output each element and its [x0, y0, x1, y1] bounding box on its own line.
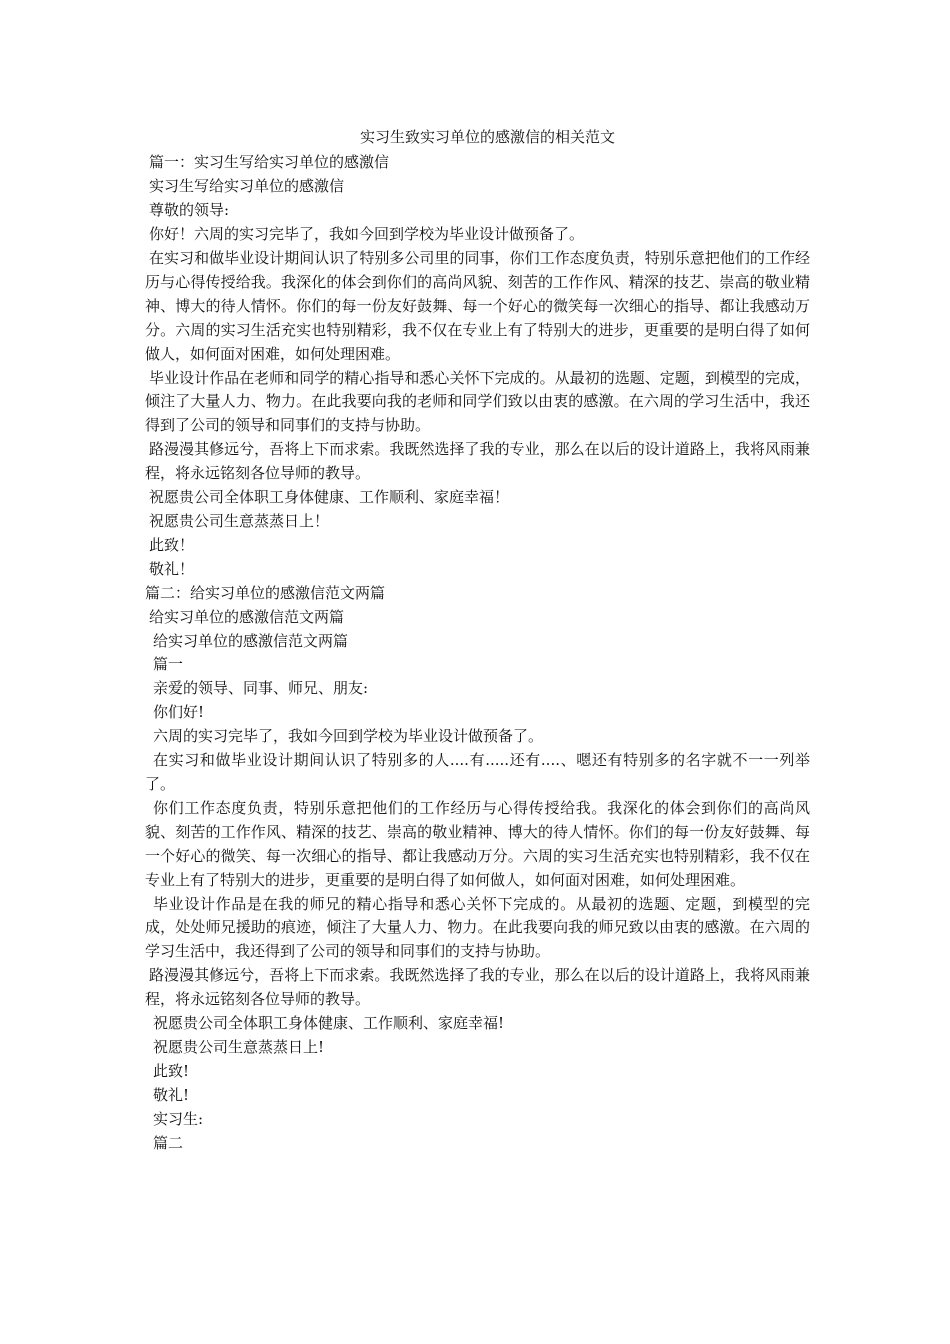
- paragraph: 你们工作态度负责，特别乐意把他们的工作经历与心得传授给我。我深化的体会到你们的高尚风貌、刻苦的工作作风、精深的技艺、崇高的敬业精神、博大的待人情怀。你们的每一份友好鼓舞、每一个好心的微笑、每一次细心的指导、都让我感动万分。六周的实习生活充实也特别精彩，我不仅在专业上有了特别大的进步，更重要的是明白得了如何做人，如何面对困难，如何处理困难。: [145, 798, 810, 889]
- paragraph: 敬礼!: [153, 1085, 190, 1104]
- document-body: [145, 126, 810, 1155]
- paragraph: 毕业设计作品在老师和同学的精心指导和悉心关怀下完成的。从最初的选题、定题，到模型的完成，倾注了大量人力、物力。在此我要向我的老师和同学们致以由衷的感激。在六周的学习生活中，我还得到了公司的领导和同事们的支持与协助。: [145, 368, 810, 435]
- paragraph: 亲爱的领导、同事、师兄、朋友:: [153, 679, 369, 698]
- paragraph: 祝愿贵公司全体职工身体健康、工作顺利、家庭幸福！: [149, 488, 510, 507]
- paragraph: 祝愿贵公司生意蒸蒸日上!: [153, 1037, 325, 1056]
- paragraph: 实习生写给实习单位的感激信: [149, 177, 345, 196]
- paragraph: 你好！六周的实习完毕了，我如今回到学校为毕业设计做预备了。: [149, 225, 585, 244]
- paragraph: 六周的实习完毕了，我如今回到学校为毕业设计做预备了。: [153, 727, 544, 746]
- paragraph: 敬礼！: [149, 559, 195, 578]
- paragraph: 尊敬的领导:: [149, 201, 230, 220]
- paragraph: 在实习和做毕业设计期间认识了特别多的人....有.....还有....、嗯还有特别多的名字就不一一列举了。: [145, 751, 810, 793]
- paragraph: 此致!: [153, 1061, 190, 1080]
- paragraph: 路漫漫其修远兮，吾将上下而求索。我既然选择了我的专业，那么在以后的设计道路上，我将风雨兼程，将永远铭刻各位导师的教导。: [145, 966, 810, 1009]
- paragraph: 毕业设计作品是在我的师兄的精心指导和悉心关怀下完成的。从最初的选题、定题，到模型的完成，处处师兄援助的痕迹，倾注了大量人力、物力。在此我要向我的师兄致以由衷的感激。在六周的学习生活中，我还得到了公司的领导和同事们的支持与协助。: [145, 894, 810, 961]
- paragraph: 给实习单位的感激信范文两篇: [149, 607, 345, 626]
- paragraph: 实习生:: [153, 1109, 204, 1128]
- paragraph: 路漫漫其修远兮，吾将上下而求索。我既然选择了我的专业，那么在以后的设计道路上，我将风雨兼程，将永远铭刻各位导师的教导。: [145, 440, 810, 483]
- paragraph: 篇二: [153, 1133, 184, 1152]
- paragraph: 篇一: [153, 655, 184, 674]
- paragraph: 祝愿贵公司全体职工身体健康、工作顺利、家庭幸福!: [153, 1014, 505, 1033]
- paragraph: 篇一：实习生写给实习单位的感激信: [149, 153, 390, 172]
- document-title: 实习生致实习单位的感激信的相关范文: [359, 128, 615, 146]
- paragraph: 此致！: [149, 535, 195, 554]
- paragraph: 祝愿贵公司生意蒸蒸日上！: [149, 512, 330, 530]
- paragraph: 篇二：给实习单位的感激信范文两篇: [145, 583, 386, 602]
- paragraph: 在实习和做毕业设计期间认识了特别多公司里的同事，你们工作态度负责，特别乐意把他们的工作经历与心得传授给我。我深化的体会到你们的高尚风貌、刻苦的工作作风、精深的技艺、崇高的敬业精神、博大的待人情怀。你们的每一份友好鼓舞、每一个好心的微笑每一次细心的指导、都让我感动万分。六周的实习生活充实也特别精彩，我不仅在专业上有了特别大的进步，更重要的是明白得了如何做人，如何面对困难，如何处理困难。: [145, 249, 810, 363]
- paragraph: 你们好!: [153, 703, 205, 722]
- paragraph: 给实习单位的感激信范文两篇: [153, 631, 349, 650]
